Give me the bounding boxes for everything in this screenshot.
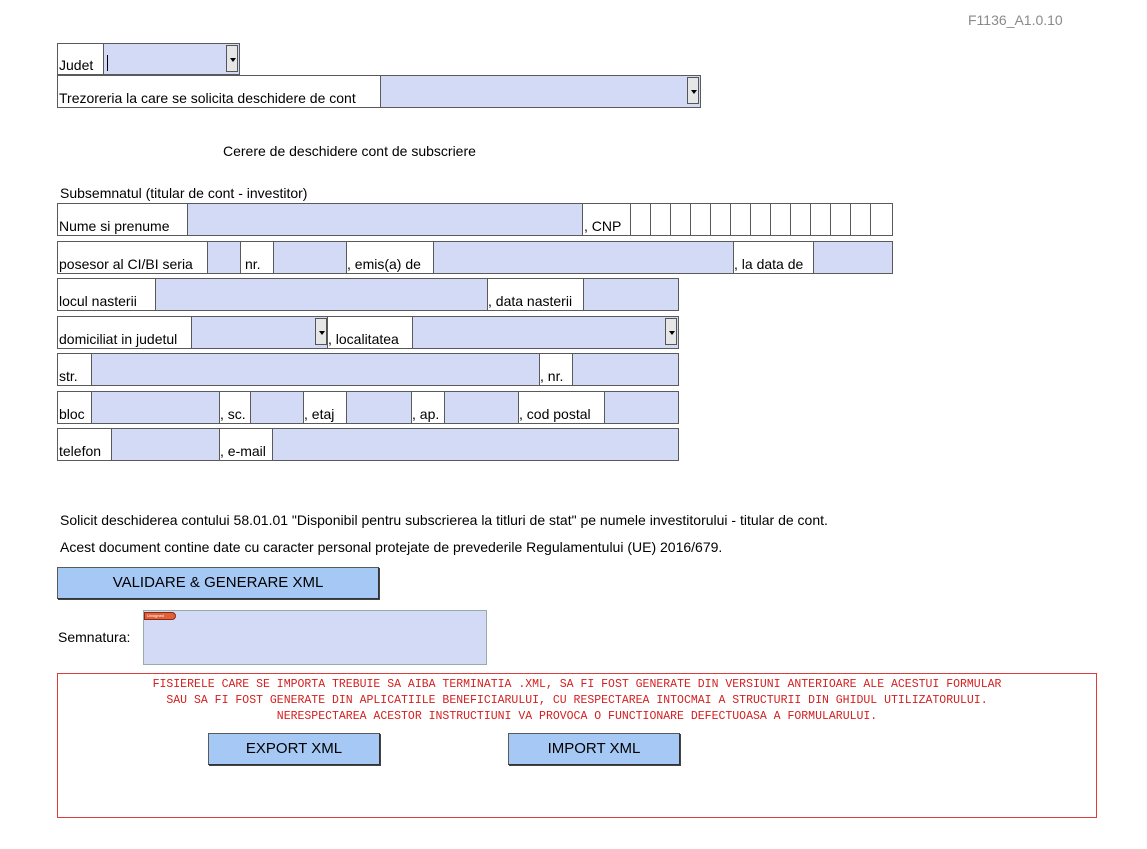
cnp-digit[interactable] [770,204,790,235]
cnp-digit[interactable] [850,204,870,235]
cnp-label: , CNP [584,218,622,234]
bloc-label: bloc [59,406,85,422]
cnp-digit[interactable] [830,204,850,235]
signature-tag-icon: Unsigned [144,612,176,620]
form-version: F1136_A1.0.10 [968,12,1063,28]
ci-row [57,241,893,274]
cnp-digit[interactable] [630,204,650,235]
sc-label: , sc. [220,406,246,422]
cnp-digit[interactable] [670,204,690,235]
telefon-label: telefon [59,443,102,459]
email-input[interactable] [272,429,678,460]
warning-line: FISIERELE CARE SE IMPORTA TREBUIE SA AIBA TERMINATIA .XML, SA FI FOST GENERATE DIN VERSIUNI ANTERIOARE ALE ACESTUI FORMULAR [152,678,1002,691]
strada-row [57,353,679,386]
import-xml-button[interactable]: IMPORT XML [508,733,680,765]
ap-label: , ap. [412,406,440,422]
str-input[interactable] [91,354,540,385]
posesor-label: posesor al CI/BI seria [59,256,193,272]
str-nr-input[interactable] [572,354,678,385]
str-nr-label: , nr. [540,368,564,384]
warning-line: NERESPECTAREA ACESTOR INSTRUCTIUNI VA PROVOCA O FUNCTIONARE DEFECTUOASA A FORMULARULUI. [276,710,878,723]
telefon-input[interactable] [111,429,220,460]
nume-input[interactable] [187,204,583,235]
import-warning-box [57,673,1097,818]
locul-input[interactable] [155,279,488,310]
form-title: Cerere de deschidere cont de subscriere [223,143,476,159]
str-label: str. [59,368,78,384]
domiciliu-judet-select[interactable] [191,317,328,348]
sc-input[interactable] [250,392,304,423]
text-cursor [107,55,108,71]
cnp-digit[interactable] [810,204,830,235]
locul-label: locul nasterii [59,293,137,309]
trezoreria-dropdown-arrow-icon[interactable] [687,77,699,104]
nume-label: Nume si prenume [59,218,170,234]
ci-nr-input[interactable] [273,242,347,273]
localitatea-select[interactable] [412,317,678,348]
signature-field[interactable] [143,610,487,665]
email-label: , e-mail [220,443,266,459]
export-xml-button[interactable]: EXPORT XML [208,733,380,765]
etaj-input[interactable] [346,392,412,423]
judet-row [57,43,240,75]
cnp-digit[interactable] [710,204,730,235]
cnp-digit[interactable] [750,204,770,235]
data-nasterii-label: , data nasterii [488,293,573,309]
judet-select[interactable] [103,44,239,74]
statement-gdpr: Acest document contine date cu caracter personal protejate de prevederile Regulamentului (UE) 2016/679. [60,539,723,555]
semnatura-label: Semnatura: [58,629,131,645]
trezoreria-label: Trezoreria la care se solicita deschidere de cont [59,90,356,106]
subsemnatul-label: Subsemnatul (titular de cont - investitor) [60,185,308,201]
etaj-label: , etaj [304,406,335,422]
bloc-row [57,391,679,424]
cnp-digit[interactable] [790,204,810,235]
emis-input[interactable] [433,242,734,273]
ci-seria-input[interactable] [207,242,241,273]
cod-postal-input[interactable] [604,392,678,423]
cnp-digit[interactable] [730,204,750,235]
emis-label: , emis(a) de [347,256,421,272]
domiciliu-row [57,316,679,349]
cnp-digit[interactable] [650,204,670,235]
judet-dropdown-arrow-icon[interactable] [226,45,238,72]
la-data-input[interactable] [813,242,892,273]
nume-row [57,203,893,236]
localitatea-label: , localitatea [328,331,399,347]
judet-label: Judet [59,57,94,73]
ci-nr-label: nr. [245,256,261,272]
validare-generare-xml-button[interactable]: VALIDARE & GENERARE XML [57,567,379,599]
cnp-digit[interactable] [870,204,890,235]
statement-solicit: Solicit deschiderea contului 58.01.01 "Disponibil pentru subscrierea la titluri de stat" pe numele investitorului - titular de cont. [60,512,828,528]
trezoreria-row [57,75,701,108]
cnp-input[interactable] [630,204,892,235]
trezoreria-select[interactable] [380,76,700,107]
nastere-row [57,278,679,311]
domiciliu-judet-dropdown-arrow-icon[interactable] [315,318,327,345]
cnp-digit[interactable] [690,204,710,235]
localitatea-dropdown-arrow-icon[interactable] [665,318,677,345]
warning-line: SAU SA FI FOST GENERATE DIN APLICATIILE BENEFICIARULUI, CU RESPECTAREA INTOCMAI A STRUCTURII DIN GHIDUL UTILIZATORULUI. [166,694,988,707]
data-nasterii-input[interactable] [583,279,678,310]
bloc-input[interactable] [91,392,220,423]
la-data-label: , la data de [734,256,804,272]
domiciliat-label: domiciliat in judetul [59,331,178,347]
ap-input[interactable] [444,392,519,423]
cod-postal-label: , cod postal [519,406,591,422]
contact-row [57,428,679,461]
